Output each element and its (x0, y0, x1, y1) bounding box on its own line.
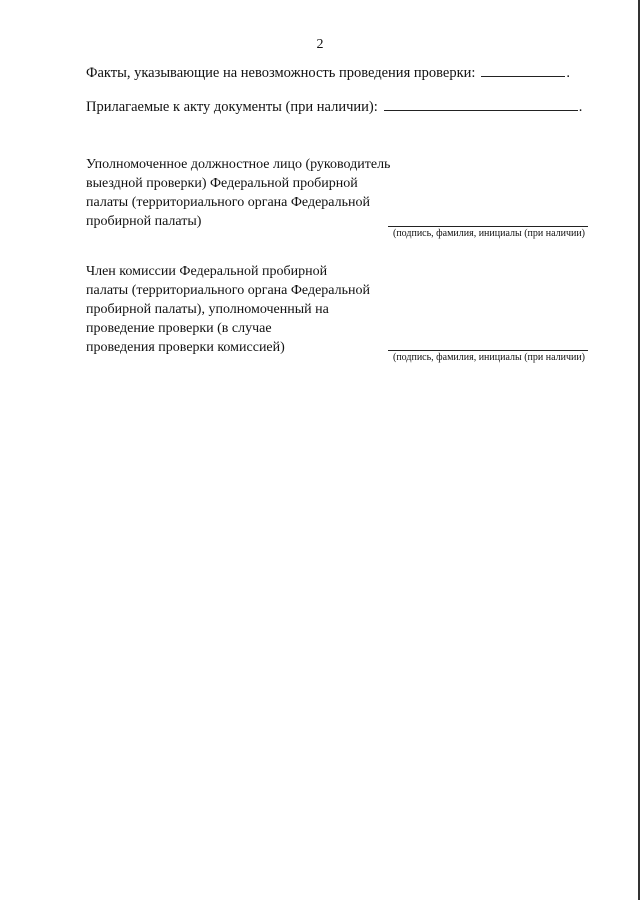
official-signature-caption: (подпись, фамилия, инициалы (при наличии) (392, 228, 586, 239)
facts-field (86, 62, 570, 82)
member-text-line: палаты (территориального органа Федеральной (86, 283, 370, 298)
facts-end-punctuation: . (566, 65, 571, 81)
documents-label: Прилагаемые к акту документы (при наличии): (86, 99, 378, 115)
member-text-line: пробирной палаты), уполномоченный на (86, 302, 329, 317)
official-text-line: пробирной палаты) (86, 214, 202, 229)
official-signature-line[interactable] (388, 226, 588, 227)
member-text-line: Член комиссии Федеральной пробирной (86, 264, 328, 279)
member-signature-line[interactable] (388, 350, 588, 351)
official-text-line: выездной проверки) Федеральной пробирной (86, 176, 358, 191)
member-signature-caption: (подпись, фамилия, инициалы (при наличии) (392, 352, 586, 363)
facts-blank-line[interactable] (481, 62, 565, 77)
documents-blank-line[interactable] (384, 96, 578, 111)
authorized-official-block (86, 155, 406, 231)
facts-label: Факты, указывающие на невозможность проведения проверки: (86, 65, 476, 81)
official-text-line: палаты (территориального органа Федеральной (86, 195, 370, 210)
member-text-line: проведение проверки (в случае (86, 321, 272, 336)
documents-field (86, 96, 582, 116)
commission-member-block (86, 262, 406, 357)
documents-end-punctuation: . (578, 99, 583, 115)
official-text-line: Уполномоченное должностное лицо (руководитель (86, 157, 391, 172)
page-number: 2 (316, 37, 324, 52)
member-text-line: проведения проверки комиссией) (86, 340, 285, 355)
